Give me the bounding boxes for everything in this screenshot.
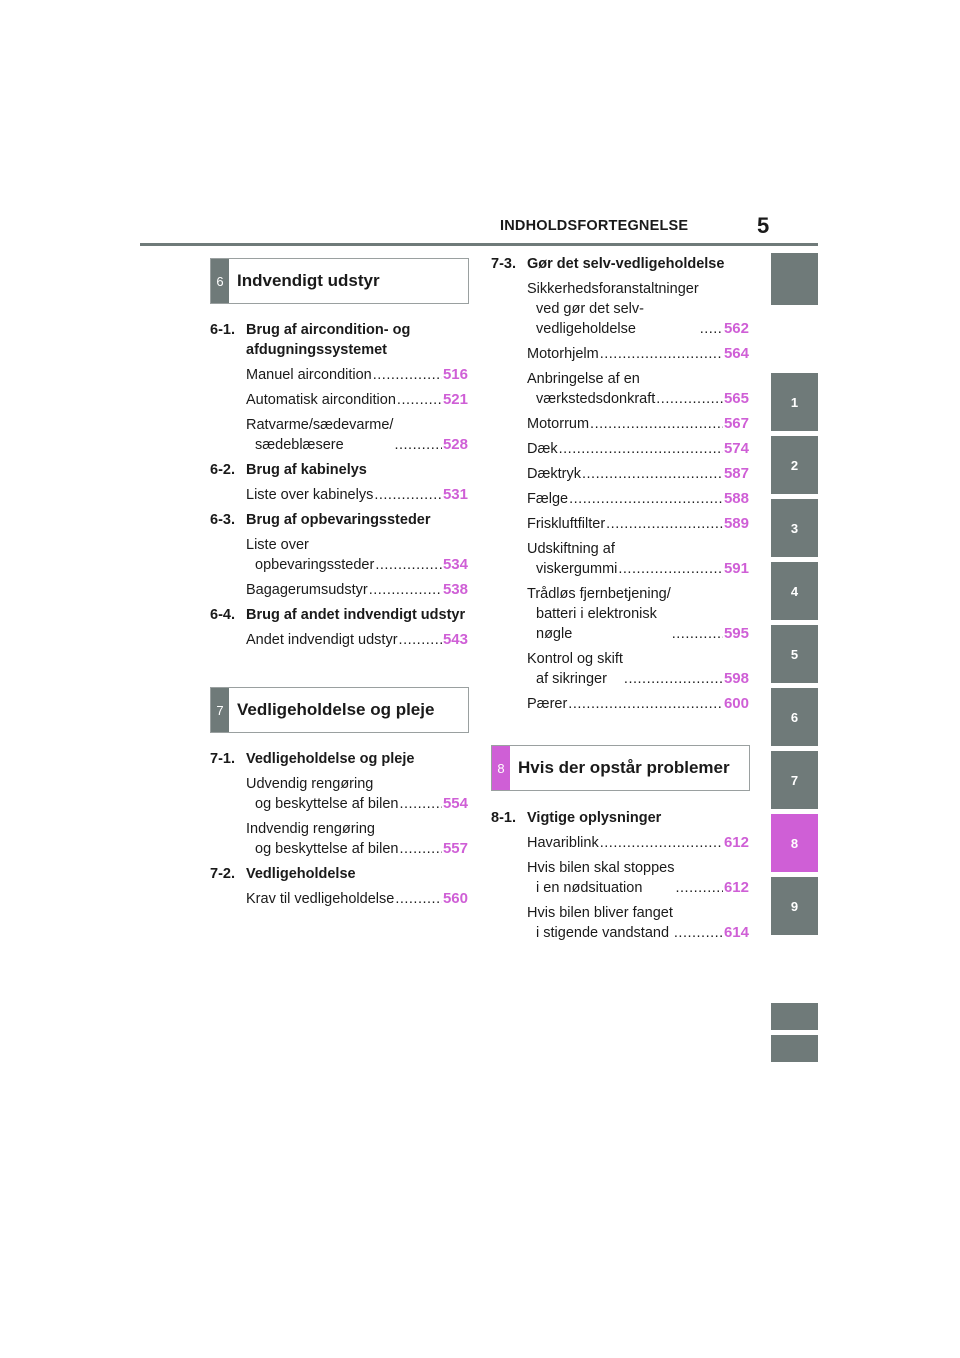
section-title: Hvis der opstår problemer (518, 758, 730, 777)
toc-entry[interactable] (527, 833, 749, 853)
subsection-title: Brug af andet indvendigt udstyr (246, 607, 466, 623)
toc-entry-label: Trådløs fjernbetjening/ batteri i elektronisk nøgle (527, 586, 671, 642)
subsection-title: Brug af aircondition- og afdugningssystemet (246, 322, 411, 358)
subsection-heading[interactable] (210, 460, 468, 480)
subsection-heading[interactable] (210, 864, 468, 884)
toc-entry-label: Havariblink (527, 835, 599, 851)
toc-column-right-top (491, 254, 749, 719)
chapter-tab-3[interactable]: 3 (771, 499, 818, 557)
dot-leader (672, 624, 723, 644)
toc-entry[interactable] (527, 439, 749, 459)
section-number: 6 (211, 259, 229, 303)
subsection-title: Vedligeholdelse (246, 866, 356, 882)
toc-entry-label: Liste over opbevaringssteder (246, 537, 375, 573)
subsection-heading[interactable] (210, 510, 468, 530)
toc-page-link[interactable]: 538 (442, 581, 468, 598)
subsection-number: 6-2. (210, 462, 235, 478)
dot-leader (569, 489, 723, 509)
toc-entry[interactable] (527, 414, 749, 434)
toc-page-link[interactable]: 516 (442, 366, 468, 383)
toc-entry-label: Indvendig rengøring og beskyttelse af bilen (246, 821, 399, 857)
toc-entry[interactable] (246, 819, 468, 859)
toc-page-link[interactable]: 587 (723, 465, 749, 482)
toc-page-link[interactable]: 557 (442, 840, 468, 857)
subsection-number: 7-2. (210, 866, 235, 882)
toc-entry-label: Manuel aircondition (246, 367, 372, 383)
toc-entry-label: Bagagerumsudstyr (246, 582, 368, 598)
toc-page-link[interactable]: 588 (723, 490, 749, 507)
toc-page-link[interactable]: 543 (442, 631, 468, 648)
toc-entry[interactable] (527, 539, 749, 579)
toc-entry-label: Hvis bilen skal stoppes i en nødsituation (527, 860, 675, 896)
toc-subsection (210, 605, 468, 650)
toc-entry-label: Ratvarme/sædevarme/ sædeblæsere (246, 417, 394, 453)
toc-page-link[interactable]: 595 (723, 625, 749, 642)
dot-leader (676, 878, 723, 898)
toc-entry[interactable] (246, 630, 468, 650)
section-title: Indvendigt udstyr (237, 271, 380, 290)
dot-leader (375, 555, 442, 575)
toc-entry[interactable] (246, 774, 468, 814)
toc-entry-label: Udvendig rengøring og beskyttelse af bilen (246, 776, 399, 812)
section-header-8 (491, 745, 750, 791)
toc-entry-label: Motorrum (527, 416, 590, 432)
toc-entry[interactable] (527, 369, 749, 409)
header-divider (140, 243, 818, 246)
toc-entry[interactable] (527, 903, 749, 943)
subsection-heading[interactable] (210, 605, 468, 625)
toc-entry-label: Liste over kabinelys (246, 487, 374, 503)
subsection-title: Brug af kabinelys (246, 462, 367, 478)
chapter-tab-index-b[interactable] (771, 1035, 818, 1062)
dot-leader (700, 319, 723, 339)
dot-leader (394, 435, 442, 455)
section-number: 7 (211, 688, 229, 732)
chapter-tab-7[interactable]: 7 (771, 751, 818, 809)
chapter-tab-8[interactable]: 8 (771, 814, 818, 872)
dot-leader (624, 669, 723, 689)
toc-entry-label: Sikkerhedsforanstaltninger ved gør det selv- vedligeholdelse (527, 281, 699, 337)
dot-leader (559, 439, 723, 459)
subsection-heading[interactable] (210, 320, 468, 360)
subsection-heading[interactable] (210, 749, 468, 769)
header-title: INDHOLDSFORTEGNELSE (500, 218, 689, 234)
toc-subsection (210, 864, 468, 909)
toc-column-right-bottom (491, 808, 749, 948)
toc-subsection (210, 749, 468, 859)
subsection-title: Vigtige oplysninger (527, 810, 662, 826)
toc-entry-label: Andet indvendigt udstyr (246, 632, 398, 648)
toc-entry[interactable] (527, 489, 749, 509)
toc-page-link[interactable]: 574 (723, 440, 749, 457)
subsection-title: Gør det selv-vedligeholdelse (527, 256, 725, 272)
toc-subsection (491, 254, 749, 714)
toc-entry[interactable] (527, 694, 749, 714)
dot-leader (568, 694, 723, 714)
toc-entry[interactable] (527, 858, 749, 898)
dot-leader (618, 559, 723, 579)
subsection-title: Vedligeholdelse og pleje (246, 751, 415, 767)
toc-subsection (210, 320, 468, 455)
dot-leader (397, 390, 442, 410)
subsection-number: 7-3. (491, 256, 516, 272)
dot-leader (590, 414, 723, 434)
toc-page-link[interactable]: 612 (723, 834, 749, 851)
toc-subsection (491, 808, 749, 943)
page-number: 5 (757, 213, 770, 238)
toc-entry-label: Dæk (527, 441, 558, 457)
chapter-tab-5[interactable]: 5 (771, 625, 818, 683)
toc-entry[interactable] (246, 390, 468, 410)
chapter-tab-index-a[interactable] (771, 1003, 818, 1030)
chapter-tab-4[interactable]: 4 (771, 562, 818, 620)
toc-page-link[interactable]: 600 (723, 695, 749, 712)
dot-leader (600, 833, 723, 853)
subsection-number: 6-4. (210, 607, 235, 623)
toc-entry[interactable] (527, 464, 749, 484)
toc-page-link[interactable]: 554 (442, 795, 468, 812)
toc-page-link[interactable]: 521 (442, 391, 468, 408)
section-number: 8 (492, 746, 510, 790)
toc-entry-label: Anbringelse af en værkstedsdonkraft (527, 371, 656, 407)
toc-entry[interactable] (527, 649, 749, 689)
chapter-tab-1[interactable]: 1 (771, 373, 818, 431)
toc-entry-label: Dæktryk (527, 466, 581, 482)
toc-entry[interactable] (246, 535, 468, 575)
toc-entry-label: Fælge (527, 491, 569, 507)
toc-entry[interactable] (527, 279, 749, 339)
dot-leader (656, 389, 723, 409)
section-header-6 (210, 258, 469, 304)
toc-page-link[interactable]: 528 (442, 436, 468, 453)
dot-leader (395, 889, 442, 909)
dot-leader (600, 344, 723, 364)
toc-page-link[interactable]: 562 (723, 320, 749, 337)
toc-entry[interactable] (246, 580, 468, 600)
toc-page-link[interactable]: 534 (442, 556, 468, 573)
toc-entry[interactable] (527, 344, 749, 364)
subsection-heading[interactable] (491, 808, 749, 828)
chapter-tab-9[interactable]: 9 (771, 877, 818, 935)
toc-entry[interactable] (246, 889, 468, 909)
subsection-number: 6-3. (210, 512, 235, 528)
subsection-number: 6-1. (210, 322, 235, 338)
toc-page-link[interactable]: 612 (723, 879, 749, 896)
toc-entry-label: Motorhjelm (527, 346, 599, 362)
toc-page-link[interactable]: 598 (723, 670, 749, 687)
dot-leader (399, 794, 441, 814)
toc-page-link[interactable]: 564 (723, 345, 749, 362)
dot-leader (674, 923, 723, 943)
toc-page-link[interactable]: 567 (723, 415, 749, 432)
section-header-7 (210, 687, 469, 733)
toc-page-link[interactable]: 565 (723, 390, 749, 407)
toc-page-link[interactable]: 560 (442, 890, 468, 907)
toc-entry-label: Pærer (527, 696, 568, 712)
toc-entry[interactable] (527, 514, 749, 534)
toc-entry-label: Kontrol og skift af sikringer (527, 651, 623, 687)
toc-entry[interactable] (246, 415, 468, 455)
toc-entry[interactable] (246, 365, 468, 385)
dot-leader (399, 630, 442, 650)
dot-leader (582, 464, 723, 484)
dot-leader (369, 580, 442, 600)
toc-page-link[interactable]: 589 (723, 515, 749, 532)
toc-subsection (210, 460, 468, 505)
toc-page-link[interactable]: 591 (723, 560, 749, 577)
toc-entry-label: Automatisk aircondition (246, 392, 396, 408)
toc-subsection (210, 510, 468, 600)
subsection-number: 8-1. (491, 810, 516, 826)
chapter-tab-2[interactable]: 2 (771, 436, 818, 494)
subsection-heading[interactable] (491, 254, 749, 274)
chapter-tab-6[interactable]: 6 (771, 688, 818, 746)
toc-page-link[interactable]: 614 (723, 924, 749, 941)
dot-leader (399, 839, 441, 859)
subsection-number: 7-1. (210, 751, 235, 767)
toc-entry[interactable] (246, 485, 468, 505)
dot-leader (373, 365, 442, 385)
toc-entry-label: Krav til vedligeholdelse (246, 891, 395, 907)
toc-column-left-bottom (210, 749, 468, 914)
toc-entry-label: Udskiftning af viskergummi (527, 541, 618, 577)
dot-leader (374, 485, 442, 505)
dot-leader (606, 514, 723, 534)
toc-entry[interactable] (527, 584, 749, 644)
toc-entry-label: Hvis bilen bliver fanget i stigende vandstand (527, 905, 673, 941)
section-title: Vedligeholdelse og pleje (237, 700, 435, 719)
subsection-title: Brug af opbevaringssteder (246, 512, 431, 528)
toc-column-left-top (210, 320, 468, 655)
chapter-tab-top[interactable] (771, 253, 818, 305)
toc-page-link[interactable]: 531 (442, 486, 468, 503)
toc-entry-label: Friskluftfilter (527, 516, 606, 532)
